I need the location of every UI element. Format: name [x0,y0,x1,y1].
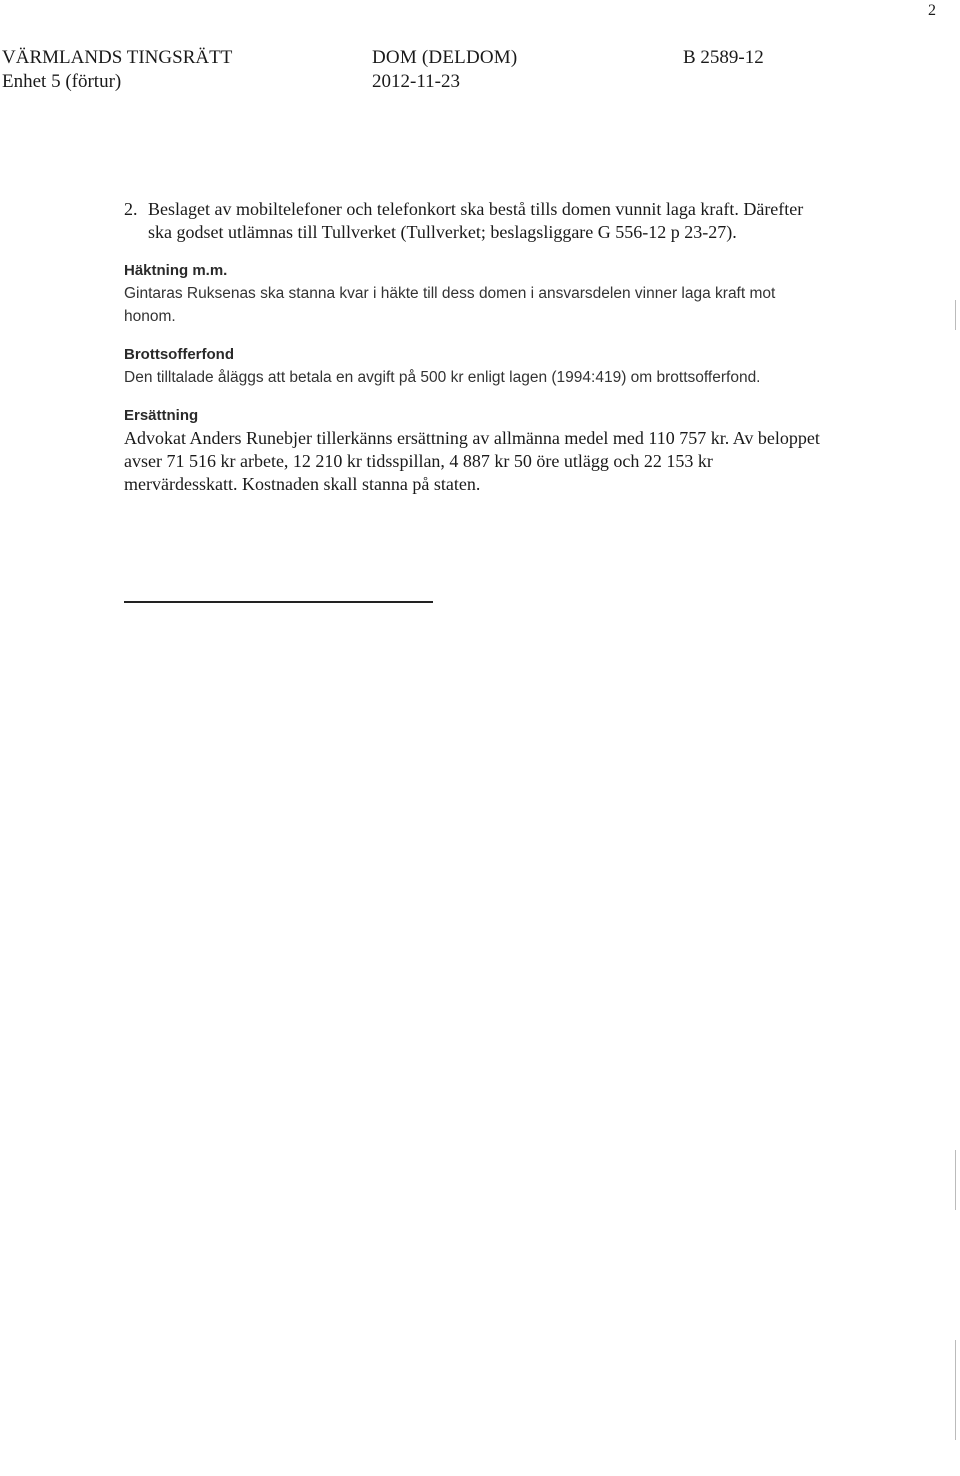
document-type-block [372,46,517,94]
section-body: Den tilltalade åläggs att betala en avgift på 500 kr enligt lagen (1994:419) om brottsofferfond. [124,369,761,386]
section-heading: Brottsofferfond [124,346,234,363]
signature-divider [124,601,433,603]
court-block [2,46,232,94]
page-number: 2 [928,2,936,19]
scan-edge-mark [955,1340,956,1440]
scan-edge-mark [955,300,956,330]
item-text: Beslaget av mobiltelefoner och telefonkort ska bestå tills domen vunnit laga kraft. Därefter ska godset utlämnas till Tullverket (Tullverket; beslagsliggare G 556-12 p 23-27). [148,199,804,242]
scan-edge-mark [955,1150,956,1210]
section-heading: Ersättning [124,407,199,424]
document-type: DOM (DELDOM) [372,47,518,68]
numbered-item-2 [124,198,824,244]
judgment-content [124,198,824,496]
section-body: Advokat Anders Runebjer tillerkänns ersättning av allmänna medel med 110 757 kr. Av beloppet avser 71 516 kr arbete, 12 210 kr tidsspillan, 4 887 kr 50 öre utlägg och 22 153 kr mervärdesskatt. Kostnaden skall stanna på staten. [124,428,820,494]
item-number: 2. [124,199,138,219]
section-body: Gintaras Ruksenas ska stanna kvar i häkte till dess domen i ansvarsdelen vinner laga kraft mot honom. [124,285,776,325]
document-date: 2012-11-23 [372,71,460,92]
court-name: VÄRMLANDS TINGSRÄTT [2,47,233,68]
section-compensation [124,405,824,496]
section-detention [124,260,824,328]
case-number: B 2589-12 [683,47,764,68]
section-victim-fund [124,344,824,389]
court-unit: Enhet 5 (förtur) [2,71,122,92]
section-heading: Häktning m.m. [124,262,228,279]
